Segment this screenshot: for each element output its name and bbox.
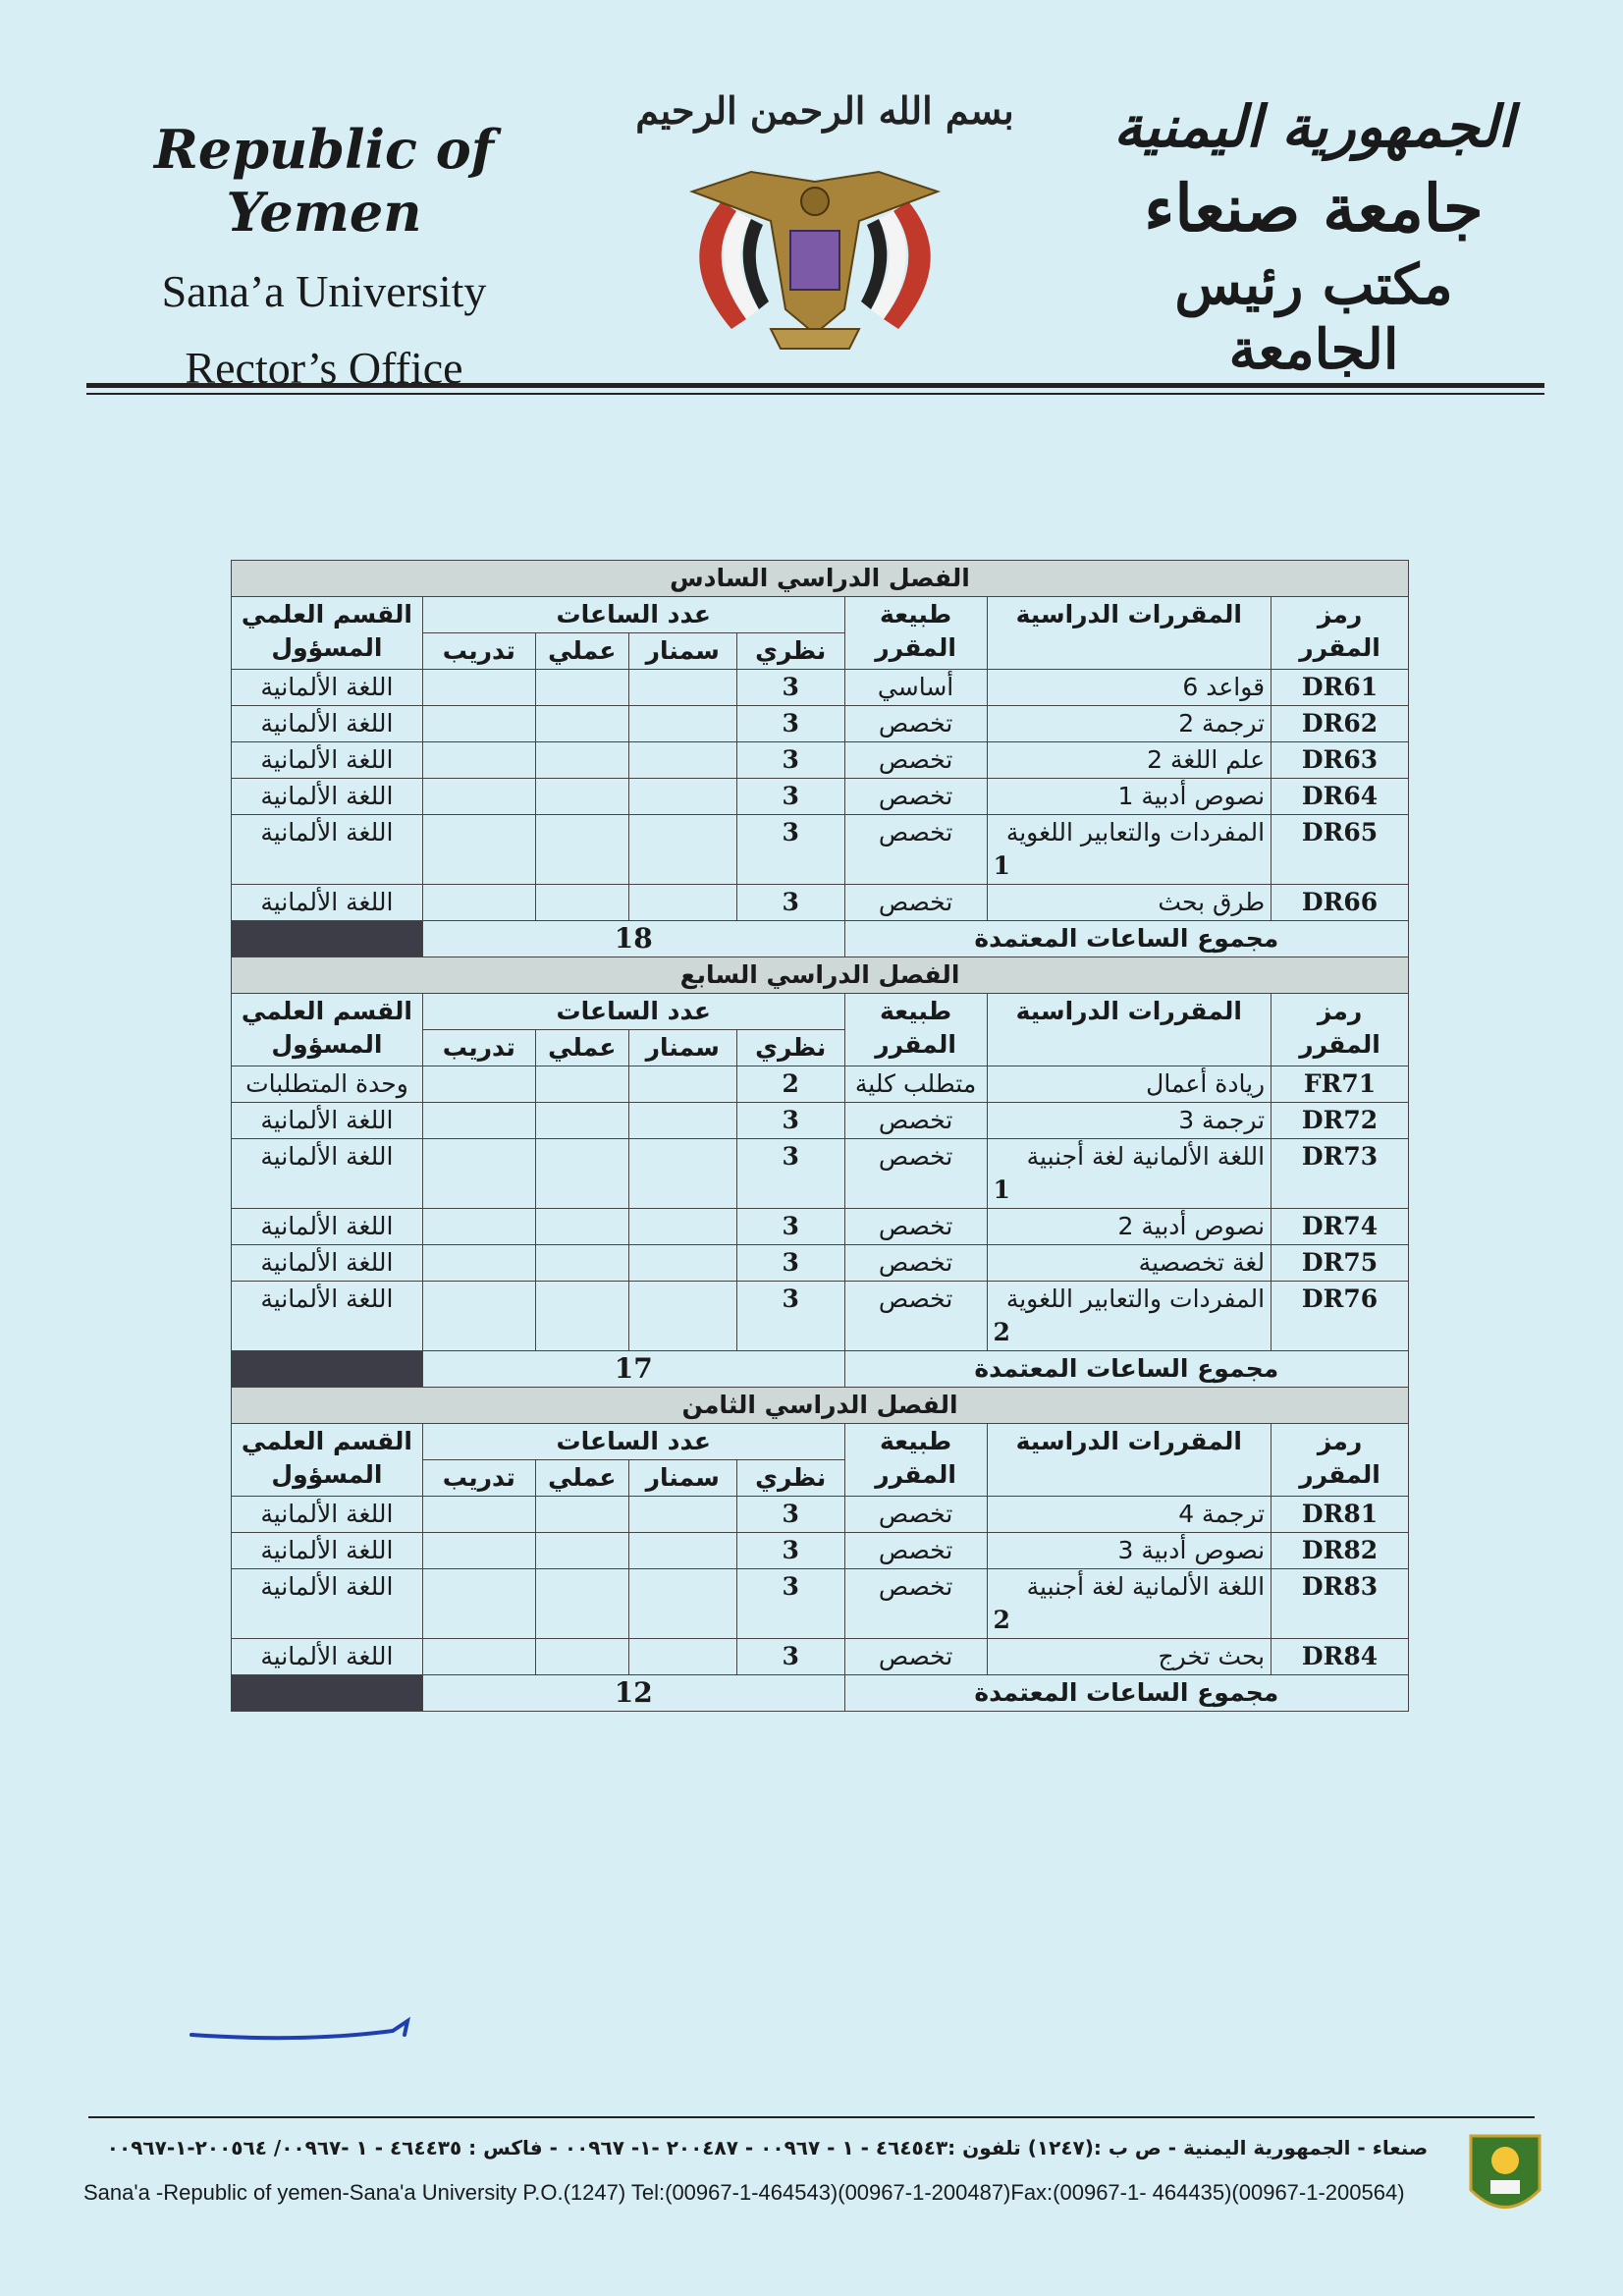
course-department: اللغة الألمانية xyxy=(232,1103,423,1139)
header-practical: عملي xyxy=(535,1460,628,1497)
course-theory-hours: 3 xyxy=(736,815,844,885)
course-code: DR72 xyxy=(1271,1103,1409,1139)
course-plan-table xyxy=(231,560,1409,1712)
header-theory: نظري xyxy=(736,1460,844,1497)
header-row xyxy=(232,1424,1409,1460)
course-name-cell xyxy=(987,1209,1271,1245)
basmala: بسم الله الرحمن الرحيم xyxy=(635,88,1014,133)
course-practical-hours xyxy=(535,1497,628,1533)
course-training-hours xyxy=(422,779,535,815)
course-name-cell xyxy=(987,742,1271,779)
course-training-hours xyxy=(422,885,535,921)
header-nature xyxy=(844,597,987,670)
course-code: DR65 xyxy=(1271,815,1409,885)
course-code: FR71 xyxy=(1271,1066,1409,1103)
sanaa-university-logo-icon xyxy=(1466,2131,1544,2219)
course-training-hours xyxy=(422,706,535,742)
header-code-line1: رمز xyxy=(1317,600,1363,629)
header-hours: عدد الساعات xyxy=(422,1424,844,1460)
course-name-cell xyxy=(987,815,1271,885)
course-practical-hours xyxy=(535,815,628,885)
course-name-number: 2 xyxy=(993,1318,1010,1346)
course-practical-hours xyxy=(535,1639,628,1675)
header-row xyxy=(232,994,1409,1030)
header-courses: المقررات الدراسية xyxy=(987,597,1271,670)
course-name-number: 1 xyxy=(993,1175,1010,1204)
course-nature: تخصص xyxy=(844,742,987,779)
course-row xyxy=(232,670,1409,706)
semester-title-row xyxy=(232,1388,1409,1424)
total-row xyxy=(232,921,1409,957)
header-nature-line2: المقرر xyxy=(875,1030,956,1059)
course-theory-hours: 3 xyxy=(736,779,844,815)
yemen-eagle-emblem-icon xyxy=(653,162,977,358)
footer-divider xyxy=(88,2116,1535,2118)
course-row xyxy=(232,779,1409,815)
course-row xyxy=(232,1533,1409,1569)
header-nature-line2: المقرر xyxy=(875,1460,956,1489)
course-name-cell xyxy=(987,1066,1271,1103)
header-practical: عملي xyxy=(535,633,628,670)
course-name: نصوص أدبية 3 xyxy=(1117,1536,1266,1564)
arabic-office-name: مكتب رئيس الجامعة xyxy=(1174,252,1453,382)
course-seminar-hours xyxy=(628,1533,736,1569)
course-theory-hours: 3 xyxy=(736,1103,844,1139)
course-training-hours xyxy=(422,815,535,885)
course-practical-hours xyxy=(535,670,628,706)
course-code: DR81 xyxy=(1271,1497,1409,1533)
header-training: تدريب xyxy=(422,633,535,670)
course-nature: تخصص xyxy=(844,1569,987,1639)
course-row xyxy=(232,1103,1409,1139)
course-name: المفردات والتعابير اللغوية xyxy=(1005,818,1266,847)
course-nature: تخصص xyxy=(844,815,987,885)
course-code: DR84 xyxy=(1271,1639,1409,1675)
course-code: DR82 xyxy=(1271,1533,1409,1569)
course-code: DR83 xyxy=(1271,1569,1409,1639)
course-department: اللغة الألمانية xyxy=(232,1209,423,1245)
course-theory-hours: 3 xyxy=(736,1533,844,1569)
course-name: المفردات والتعابير اللغوية xyxy=(1005,1285,1266,1313)
course-code: DR75 xyxy=(1271,1245,1409,1282)
course-name-cell xyxy=(987,1569,1271,1639)
header-nature-line2: المقرر xyxy=(875,633,956,662)
header-code-line2: المقرر xyxy=(1299,1460,1380,1489)
total-hours: 18 xyxy=(422,921,844,957)
course-code: DR61 xyxy=(1271,670,1409,706)
total-label: مجموع الساعات المعتمدة xyxy=(844,1351,1408,1388)
header-seminar: سمنار xyxy=(628,1460,736,1497)
course-training-hours xyxy=(422,1497,535,1533)
course-department: اللغة الألمانية xyxy=(232,706,423,742)
header-training: تدريب xyxy=(422,1030,535,1066)
course-name-number: 1 xyxy=(993,851,1010,880)
course-practical-hours xyxy=(535,1139,628,1209)
course-department: اللغة الألمانية xyxy=(232,670,423,706)
header-theory: نظري xyxy=(736,633,844,670)
course-name: علم اللغة 2 xyxy=(1147,745,1266,774)
course-theory-hours: 3 xyxy=(736,1639,844,1675)
course-nature: تخصص xyxy=(844,1639,987,1675)
course-training-hours xyxy=(422,1639,535,1675)
course-code: DR76 xyxy=(1271,1282,1409,1351)
course-seminar-hours xyxy=(628,742,736,779)
course-nature: تخصص xyxy=(844,1282,987,1351)
signature-stroke xyxy=(187,2013,432,2052)
course-row xyxy=(232,1282,1409,1351)
header-dept xyxy=(232,994,423,1066)
course-theory-hours: 3 xyxy=(736,1245,844,1282)
course-theory-hours: 2 xyxy=(736,1066,844,1103)
course-seminar-hours xyxy=(628,1245,736,1282)
header-hours: عدد الساعات xyxy=(422,597,844,633)
course-department: اللغة الألمانية xyxy=(232,1639,423,1675)
course-seminar-hours xyxy=(628,1639,736,1675)
total-filler xyxy=(232,1675,423,1712)
header-seminar: سمنار xyxy=(628,1030,736,1066)
course-seminar-hours xyxy=(628,1497,736,1533)
course-practical-hours xyxy=(535,706,628,742)
letterhead-arabic xyxy=(1083,93,1544,382)
course-theory-hours: 3 xyxy=(736,885,844,921)
letterhead-english xyxy=(59,118,589,407)
header-seminar: سمنار xyxy=(628,633,736,670)
course-theory-hours: 3 xyxy=(736,1282,844,1351)
header-nature-line1: طبيعة xyxy=(879,600,952,629)
course-training-hours xyxy=(422,1569,535,1639)
header-dept-line2: المسؤول xyxy=(271,1030,383,1059)
total-hours: 17 xyxy=(422,1351,844,1388)
course-practical-hours xyxy=(535,779,628,815)
course-name: بحث تخرج xyxy=(1158,1642,1266,1670)
course-name-cell xyxy=(987,1497,1271,1533)
course-seminar-hours xyxy=(628,670,736,706)
english-country-name: Republic of Yemen xyxy=(154,118,494,244)
course-practical-hours xyxy=(535,885,628,921)
course-code: DR73 xyxy=(1271,1139,1409,1209)
course-code: DR63 xyxy=(1271,742,1409,779)
header-dept xyxy=(232,1424,423,1497)
arabic-country-name: الجمهورية اليمنية xyxy=(1113,93,1514,160)
course-theory-hours: 3 xyxy=(736,742,844,779)
course-code: DR74 xyxy=(1271,1209,1409,1245)
semester-title: الفصل الدراسي الثامن xyxy=(232,1388,1409,1424)
course-department: اللغة الألمانية xyxy=(232,779,423,815)
semester-title: الفصل الدراسي السابع xyxy=(232,957,1409,994)
total-filler xyxy=(232,921,423,957)
course-name-cell xyxy=(987,1639,1271,1675)
course-row xyxy=(232,1066,1409,1103)
header-nature xyxy=(844,994,987,1066)
arabic-university-name: جامعة صنعاء xyxy=(1144,170,1484,246)
course-seminar-hours xyxy=(628,1209,736,1245)
course-row xyxy=(232,1569,1409,1639)
header-dept-line1: القسم العلمي xyxy=(241,1427,412,1455)
course-seminar-hours xyxy=(628,779,736,815)
course-name: اللغة الألمانية لغة أجنبية xyxy=(1026,1142,1266,1171)
course-training-hours xyxy=(422,1282,535,1351)
course-nature: متطلب كلية xyxy=(844,1066,987,1103)
course-row xyxy=(232,1497,1409,1533)
footer-arabic-contact: صنعاء - الجمهورية اليمنية - ص ب :(١٢٤٧) تلفون :٤٦٤٥٤٣ - ١ - ٠٠٩٦٧ - ٢٠٠٤٨٧ -١- ٠٠٩٦٧ - فاكس : ٤٦٤٤٣٥ - ١ -٠٠٩٦٧/ ٢٠٠٥٦٤-١-٠٠٩٦٧ xyxy=(106,2136,1429,2159)
course-name-cell xyxy=(987,1245,1271,1282)
course-training-hours xyxy=(422,1245,535,1282)
total-label: مجموع الساعات المعتمدة xyxy=(844,921,1408,957)
course-name-cell xyxy=(987,1533,1271,1569)
course-seminar-hours xyxy=(628,1569,736,1639)
header-courses: المقررات الدراسية xyxy=(987,994,1271,1066)
header-code xyxy=(1271,597,1409,670)
course-name-cell xyxy=(987,779,1271,815)
header-code-line1: رمز xyxy=(1317,1427,1363,1455)
course-name: ترجمة 4 xyxy=(1178,1500,1266,1528)
course-nature: تخصص xyxy=(844,1103,987,1139)
course-theory-hours: 3 xyxy=(736,1139,844,1209)
header-code-line1: رمز xyxy=(1317,997,1363,1025)
course-training-hours xyxy=(422,1139,535,1209)
course-name-cell xyxy=(987,1282,1271,1351)
header-dept-line1: القسم العلمي xyxy=(241,600,412,629)
header-nature-line1: طبيعة xyxy=(879,1427,952,1455)
semester-title-row xyxy=(232,957,1409,994)
semester-title: الفصل الدراسي السادس xyxy=(232,561,1409,597)
course-name-cell xyxy=(987,706,1271,742)
course-row xyxy=(232,1209,1409,1245)
english-office-name: Rector’s Office xyxy=(185,343,463,393)
header-practical: عملي xyxy=(535,1030,628,1066)
course-name: ريادة أعمال xyxy=(1146,1069,1266,1098)
total-row xyxy=(232,1351,1409,1388)
english-university-name: Sana’a University xyxy=(161,266,487,316)
course-row xyxy=(232,885,1409,921)
course-training-hours xyxy=(422,1103,535,1139)
course-name-number: 2 xyxy=(993,1606,1010,1634)
header-divider-thick xyxy=(86,383,1544,388)
header-hours: عدد الساعات xyxy=(422,994,844,1030)
course-department: اللغة الألمانية xyxy=(232,885,423,921)
course-seminar-hours xyxy=(628,1066,736,1103)
header-courses: المقررات الدراسية xyxy=(987,1424,1271,1497)
course-theory-hours: 3 xyxy=(736,1209,844,1245)
course-code: DR64 xyxy=(1271,779,1409,815)
course-training-hours xyxy=(422,1533,535,1569)
header-code xyxy=(1271,1424,1409,1497)
header-code-line2: المقرر xyxy=(1299,1030,1380,1059)
course-name: نصوص أدبية 1 xyxy=(1117,782,1266,810)
footer-english-contact: Sana'a -Republic of yemen-Sana'a University P.O.(1247) Tel:(00967-1-464543)(00967-1-200487)Fax:(00967-1- 464435)(00967-1-200564) xyxy=(83,2180,1405,2205)
header-code-line2: المقرر xyxy=(1299,633,1380,662)
header-dept xyxy=(232,597,423,670)
header-dept-line2: المسؤول xyxy=(271,633,383,662)
course-name: قواعد 6 xyxy=(1182,673,1266,701)
course-seminar-hours xyxy=(628,885,736,921)
course-department: اللغة الألمانية xyxy=(232,1245,423,1282)
course-name: ترجمة 3 xyxy=(1178,1106,1266,1134)
course-seminar-hours xyxy=(628,1103,736,1139)
course-practical-hours xyxy=(535,1209,628,1245)
course-department: اللغة الألمانية xyxy=(232,1569,423,1639)
course-row xyxy=(232,706,1409,742)
course-row xyxy=(232,1245,1409,1282)
total-hours: 12 xyxy=(422,1675,844,1712)
course-department: وحدة المتطلبات xyxy=(232,1066,423,1103)
course-department: اللغة الألمانية xyxy=(232,1282,423,1351)
header-row xyxy=(232,597,1409,633)
course-theory-hours: 3 xyxy=(736,1569,844,1639)
course-department: اللغة الألمانية xyxy=(232,1533,423,1569)
total-label: مجموع الساعات المعتمدة xyxy=(844,1675,1408,1712)
course-nature: تخصص xyxy=(844,1245,987,1282)
header-nature-line1: طبيعة xyxy=(879,997,952,1025)
course-nature: تخصص xyxy=(844,706,987,742)
course-practical-hours xyxy=(535,742,628,779)
total-row xyxy=(232,1675,1409,1712)
course-practical-hours xyxy=(535,1245,628,1282)
header-divider-thin xyxy=(86,393,1544,395)
course-name-cell xyxy=(987,885,1271,921)
course-row xyxy=(232,1139,1409,1209)
course-name: طرق بحث xyxy=(1158,888,1266,916)
course-name: لغة تخصصية xyxy=(1138,1248,1266,1277)
course-practical-hours xyxy=(535,1066,628,1103)
course-nature: تخصص xyxy=(844,1209,987,1245)
course-row xyxy=(232,1639,1409,1675)
course-department: اللغة الألمانية xyxy=(232,742,423,779)
course-seminar-hours xyxy=(628,1282,736,1351)
course-code: DR66 xyxy=(1271,885,1409,921)
course-row xyxy=(232,815,1409,885)
course-department: اللغة الألمانية xyxy=(232,1497,423,1533)
course-nature: تخصص xyxy=(844,1139,987,1209)
course-practical-hours xyxy=(535,1103,628,1139)
header-theory: نظري xyxy=(736,1030,844,1066)
total-filler xyxy=(232,1351,423,1388)
header-code xyxy=(1271,994,1409,1066)
course-seminar-hours xyxy=(628,1139,736,1209)
course-nature: تخصص xyxy=(844,885,987,921)
header-dept-line2: المسؤول xyxy=(271,1460,383,1489)
course-row xyxy=(232,742,1409,779)
course-training-hours xyxy=(422,1066,535,1103)
course-practical-hours xyxy=(535,1569,628,1639)
course-practical-hours xyxy=(535,1533,628,1569)
course-practical-hours xyxy=(535,1282,628,1351)
course-training-hours xyxy=(422,670,535,706)
course-theory-hours: 3 xyxy=(736,1497,844,1533)
course-training-hours xyxy=(422,1209,535,1245)
course-nature: تخصص xyxy=(844,1533,987,1569)
course-theory-hours: 3 xyxy=(736,670,844,706)
course-nature: تخصص xyxy=(844,779,987,815)
course-name: ترجمة 2 xyxy=(1178,709,1266,738)
header-nature xyxy=(844,1424,987,1497)
course-theory-hours: 3 xyxy=(736,706,844,742)
course-seminar-hours xyxy=(628,815,736,885)
course-nature: أساسي xyxy=(844,670,987,706)
course-name: نصوص أدبية 2 xyxy=(1117,1212,1266,1240)
course-department: اللغة الألمانية xyxy=(232,1139,423,1209)
header-dept-line1: القسم العلمي xyxy=(241,997,412,1025)
header-training: تدريب xyxy=(422,1460,535,1497)
course-name-cell xyxy=(987,670,1271,706)
course-code: DR62 xyxy=(1271,706,1409,742)
course-seminar-hours xyxy=(628,706,736,742)
course-name-cell xyxy=(987,1103,1271,1139)
course-name-cell xyxy=(987,1139,1271,1209)
course-name: اللغة الألمانية لغة أجنبية xyxy=(1026,1572,1266,1601)
course-department: اللغة الألمانية xyxy=(232,815,423,885)
semester-title-row xyxy=(232,561,1409,597)
course-nature: تخصص xyxy=(844,1497,987,1533)
course-training-hours xyxy=(422,742,535,779)
